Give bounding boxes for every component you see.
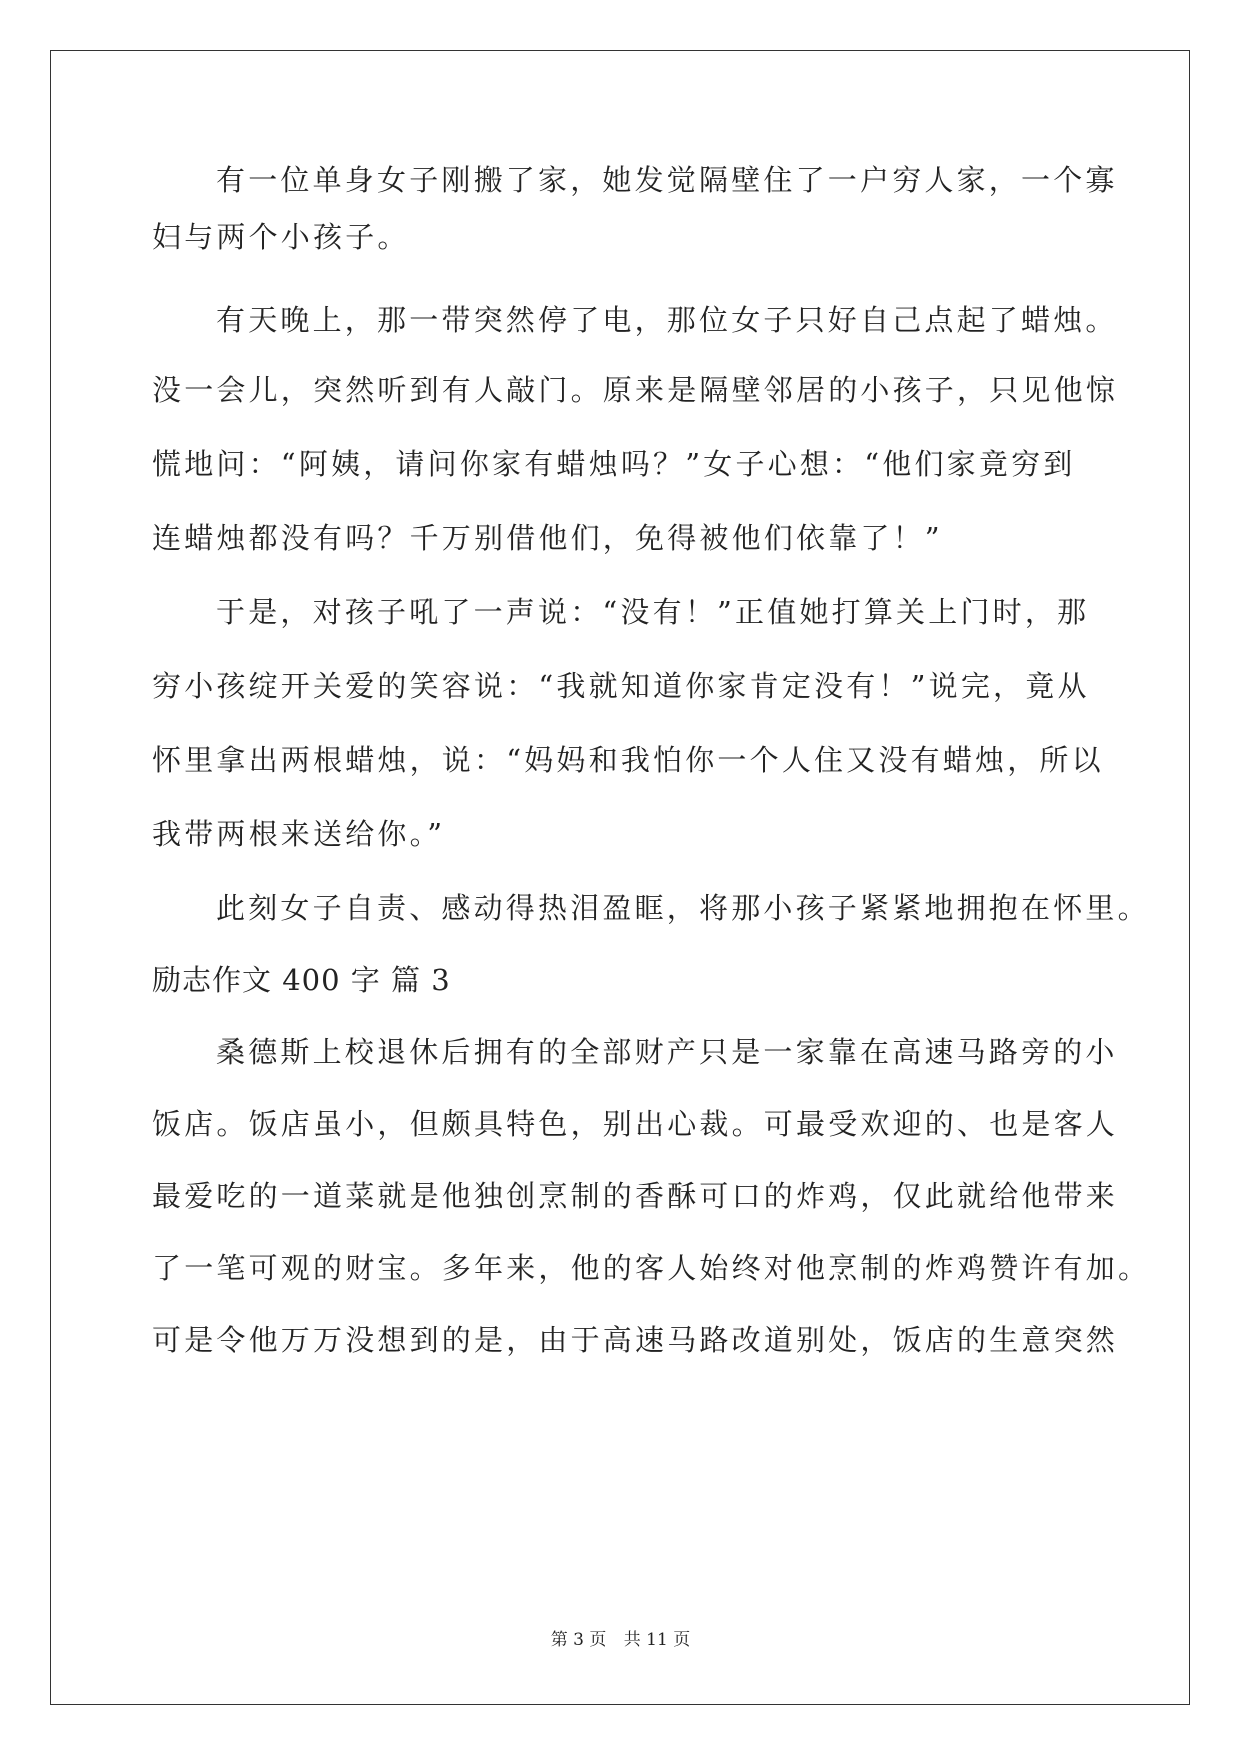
text-line: 可是令他万万没想到的是，由于高速马路改道别处，饭店的生意突然 [152, 1323, 1119, 1357]
text-line: 我带两根来送给你。” [152, 817, 446, 851]
text-line: 妇与两个小孩子。 [152, 220, 410, 254]
text-line: 了一笔可观的财宝。多年来，他的客人始终对他烹制的炸鸡赞许有加。 [152, 1251, 1151, 1285]
page-total: 共 11 页 [623, 1630, 691, 1650]
text-line: 饭店。饭店虽小，但颇具特色，别出心裁。可最受欢迎的、也是客人 [152, 1107, 1119, 1141]
page-footer [0, 1625, 1241, 1650]
text-line: 连蜡烛都没有吗？千万别借他们，免得被他们依靠了！” [152, 521, 943, 555]
text-line: 有天晚上，那一带突然停了电，那位女子只好自己点起了蜡烛。 [216, 303, 1118, 337]
section-heading: 励志作文 400 字 篇 3 [152, 963, 451, 997]
text-line: 此刻女子自责、感动得热泪盈眶，将那小孩子紧紧地拥抱在怀里。 [216, 891, 1150, 925]
text-line: 有一位单身女子刚搬了家，她发觉隔壁住了一户穷人家，一个寡 [216, 163, 1118, 197]
text-line: 桑德斯上校退休后拥有的全部财产只是一家靠在高速马路旁的小 [216, 1035, 1118, 1069]
text-line: 穷小孩绽开关爱的笑容说：“我就知道你家肯定没有！”说完，竟从 [152, 669, 1090, 703]
text-line: 慌地问：“阿姨，请问你家有蜡烛吗？”女子心想：“他们家竟穷到 [152, 447, 1076, 481]
text-line: 最爱吃的一道菜就是他独创烹制的香酥可口的炸鸡，仅此就给他带来 [152, 1179, 1119, 1213]
page-border [50, 50, 1190, 1705]
text-line: 于是，对孩子吼了一声说：“没有！”正值她打算关上门时，那 [216, 595, 1090, 629]
page-number: 第 3 页 [550, 1630, 607, 1650]
text-line: 没一会儿，突然听到有人敲门。原来是隔壁邻居的小孩子，只见他惊 [152, 373, 1119, 407]
text-line: 怀里拿出两根蜡烛，说：“妈妈和我怕你一个人住又没有蜡烛，所以 [152, 743, 1104, 777]
